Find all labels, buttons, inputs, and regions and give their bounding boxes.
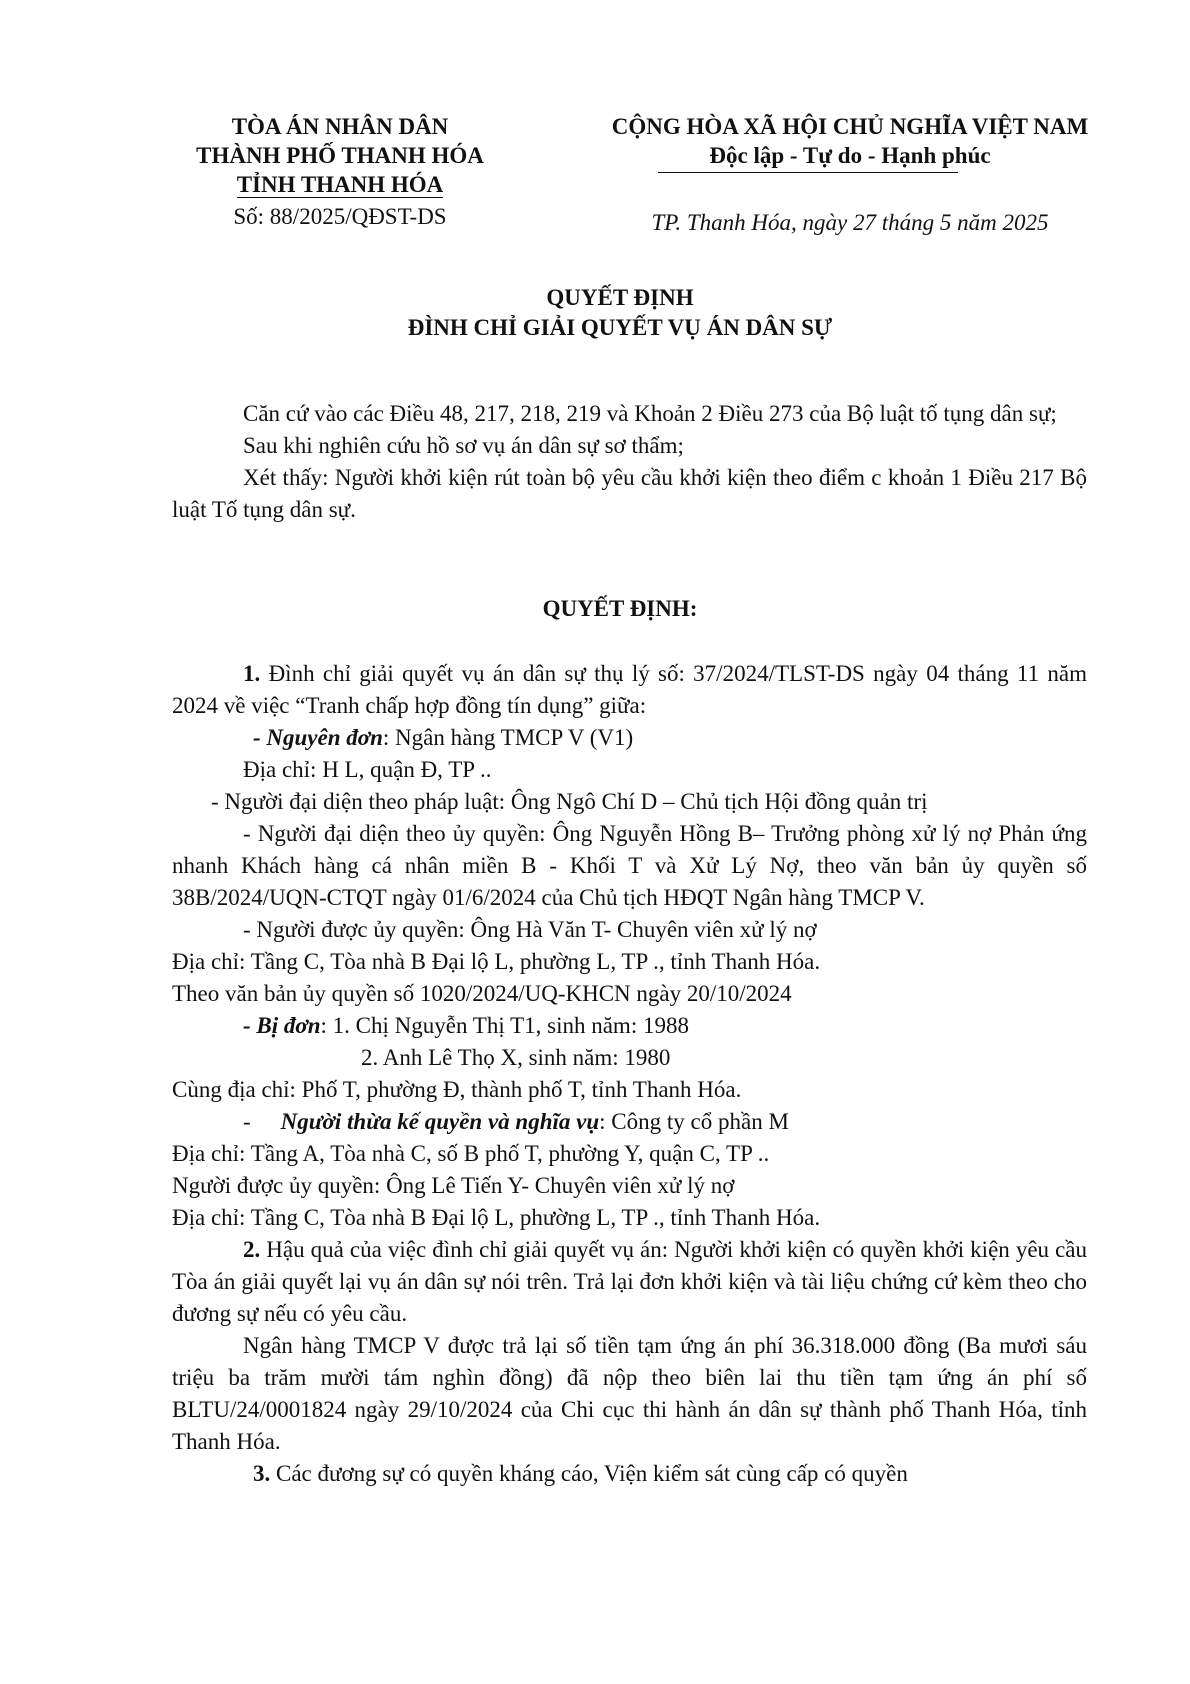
- related-party-authorized: Người được ủy quyền: Ông Lê Tiến Y- Chuyên viên xử lý nợ: [172, 1173, 735, 1198]
- authorization-document: Theo văn bản ủy quyền số 1020/2024/UQ-KHCN ngày 20/10/2024: [172, 981, 792, 1006]
- document-date: TP. Thanh Hóa, ngày 27 tháng 5 năm 2025: [651, 210, 1049, 235]
- related-party-address: Địa chỉ: Tầng A, Tòa nhà C, số B phố T, phường Y, quận C, TP ..: [172, 1141, 770, 1166]
- court-name-line-1: TÒA ÁN NHÂN DÂN: [231, 114, 449, 139]
- related-party-label: Người thừa kế quyền và nghĩa vụ: [280, 1109, 600, 1134]
- legal-representative: - Người đại diện theo pháp luật: Ông Ngô Chí D – Chủ tịch Hội đồng quản trị: [211, 789, 928, 814]
- related-party-dash: -: [243, 1109, 251, 1134]
- item-3-text: Các đương sự có quyền kháng cáo, Viện kiểm sát cùng cấp có quyền: [270, 1461, 908, 1486]
- plaintiff-name: : Ngân hàng TMCP V (V1): [382, 725, 634, 750]
- defendant-1-name: : 1. Chị Nguyễn Thị T1, sinh năm: 1988: [320, 1013, 689, 1038]
- fee-refund: Ngân hàng TMCP V được trả lại số tiền tạm ứng án phí 36.318.000 đồng (Ba mươi sáu triệu ba trăm mười tám nghìn đồng) đã nộp theo biên lai thu tiền tạm ứng án phí số BLTU/24/0001824 ngày 29/10/2024 của Chi cục thi hành án dân sự thành phố Thanh Hóa, tỉnh Thanh Hóa.: [172, 1333, 1087, 1454]
- nation-motto: Độc lập - Tự do - Hạnh phúc: [709, 143, 991, 168]
- item-2-number: 2.: [243, 1237, 261, 1262]
- defendant-address: Cùng địa chỉ: Phố T, phường Đ, thành phố T, tỉnh Thanh Hóa.: [172, 1077, 742, 1102]
- motto-underline: [658, 172, 958, 173]
- item-3: [172, 1458, 1087, 1490]
- item-1-number: 1.: [243, 661, 261, 686]
- defendant-2: 2. Anh Lê Thọ X, sinh năm: 1980: [361, 1045, 671, 1070]
- item-1: [172, 658, 1087, 722]
- plaintiff: [172, 722, 1087, 754]
- decision-body: [172, 658, 1087, 1490]
- authorized-representative: - Người đại diện theo ủy quyền: Ông Nguyễn Hồng B– Trưởng phòng xử lý nợ Phản ứng nhanh Khách hàng cá nhân miền B - Khối T và Xử Lý Nợ, theo văn bản ủy quyền số 38B/2024/UQN-CTQT ngày 01/6/2024 của Chủ tịch HĐQT Ngân hàng TMCP V.: [172, 821, 1087, 910]
- nation-header: [560, 112, 1140, 170]
- authorized-person: - Người được ủy quyền: Ông Hà Văn T- Chuyên viên xử lý nợ: [243, 917, 817, 942]
- preamble-review: Sau khi nghiên cứu hồ sơ vụ án dân sự sơ thẩm;: [243, 433, 684, 458]
- document-title: [150, 283, 1090, 343]
- preamble-finding: Xét thấy: Người khởi kiện rút toàn bộ yêu cầu khởi kiện theo điểm c khoản 1 Điều 217 Bộ luật Tố tụng dân sự.: [172, 465, 1087, 522]
- item-3-number: 3.: [253, 1461, 271, 1486]
- case-number: Số: 88/2025/QĐST-DS: [233, 204, 447, 229]
- preamble-legal-basis: Căn cứ vào các Điều 48, 217, 218, 219 và Khoản 2 Điều 273 của Bộ luật tố tụng dân sự;: [243, 401, 1057, 426]
- preamble: [172, 398, 1087, 526]
- plaintiff-address: Địa chỉ: H L, quận Đ, TP ..: [243, 757, 492, 782]
- decision-heading: QUYẾT ĐỊNH:: [542, 596, 698, 621]
- title-line-2: ĐÌNH CHỈ GIẢI QUYẾT VỤ ÁN DÂN SỰ: [407, 315, 833, 340]
- related-party-authorized-address: Địa chỉ: Tầng C, Tòa nhà B Đại lộ L, phường L, TP ., tỉnh Thanh Hóa.: [172, 1205, 821, 1230]
- defendant-1: [172, 1010, 1087, 1042]
- court-header: [150, 112, 530, 199]
- item-2-text: Hậu quả của việc đình chỉ giải quyết vụ án: Người khởi kiện có quyền khởi kiện yêu cầu Tòa án giải quyết lại vụ án dân sự nói trên. Trả lại đơn khởi kiện và tài liệu chứng cứ kèm theo cho đương sự nếu có yêu cầu.: [172, 1237, 1087, 1326]
- court-name-line-3: TỈNH THANH HÓA: [236, 172, 444, 197]
- item-2: [172, 1234, 1087, 1330]
- authorized-person-address: Địa chỉ: Tầng C, Tòa nhà B Đại lộ L, phường L, TP ., tỉnh Thanh Hóa.: [172, 949, 821, 974]
- nation-name: CỘNG HÒA XÃ HỘI CHỦ NGHĨA VIỆT NAM: [611, 114, 1089, 139]
- title-line-1: QUYẾT ĐỊNH: [546, 285, 694, 310]
- defendant-label: - Bị đơn: [243, 1013, 321, 1038]
- related-party: [172, 1106, 1087, 1138]
- plaintiff-label: - Nguyên đơn: [253, 725, 383, 750]
- related-party-name: : Công ty cổ phần M: [599, 1109, 789, 1134]
- court-name-line-2: THÀNH PHỐ THANH HÓA: [196, 143, 484, 168]
- item-1-text: Đình chỉ giải quyết vụ án dân sự thụ lý số: 37/2024/TLST-DS ngày 04 tháng 11 năm 2024 về việc “Tranh chấp hợp đồng tín dụng” giữa:: [172, 661, 1087, 718]
